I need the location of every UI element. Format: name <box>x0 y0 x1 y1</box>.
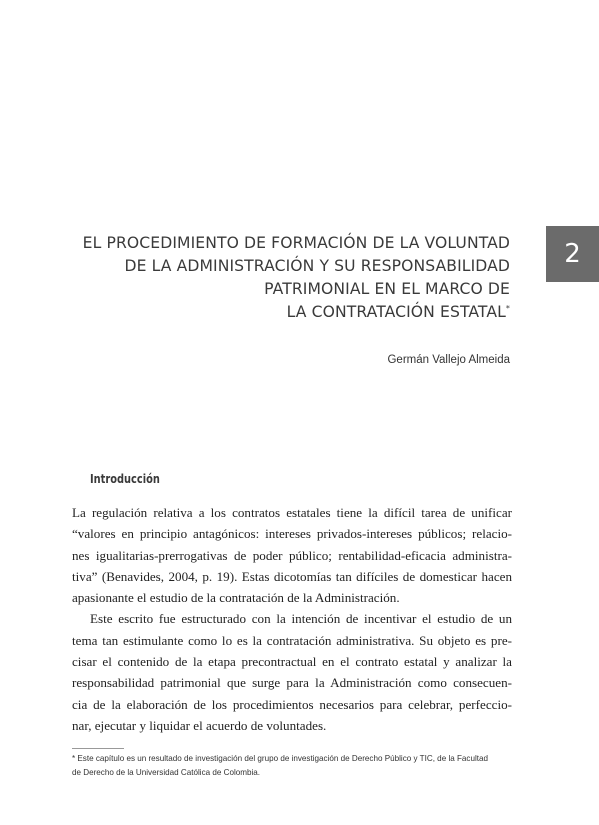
paragraph <box>72 608 512 736</box>
body-text <box>72 502 512 736</box>
chapter-title <box>70 232 510 324</box>
author-name: Germán Vallejo Almeida <box>387 354 510 366</box>
footnote-divider <box>72 748 124 749</box>
text-line: Este escrito fue estructurado con la intención de incentivar el estudio de un <box>90 611 512 627</box>
footnote-marker: * <box>505 303 510 313</box>
text-line: cisar el contenido de la etapa precontractual en el contrato estatal y analizar la <box>72 654 512 670</box>
text-line: apasionante el estudio de la contratación de la Administración. <box>72 590 400 606</box>
chapter-number: 2 <box>564 239 581 269</box>
section-heading: Introducción <box>90 472 160 486</box>
paragraph <box>72 502 512 608</box>
text-line: tiva” (Benavides, 2004, p. 19). Estas dicotomías tan difíciles de domesticar hacen <box>72 568 512 584</box>
chapter-title-line: DE LA ADMINISTRACIÓN Y SU RESPONSABILIDAD <box>124 257 510 275</box>
footnote-line: * Este capítulo es un resultado de investigación del grupo de investigación de Derecho Público y TIC, de la Facultad <box>72 754 489 763</box>
text-line: “valores en principio antagónicos: intereses privados-intereses públicos; relacio- <box>72 526 512 542</box>
chapter-title-line: PATRIMONIAL EN EL MARCO DE <box>264 280 510 298</box>
chapter-title-text: LA CONTRATACIÓN ESTATAL <box>286 303 506 321</box>
text-line: nar, ejecutar y liquidar el acuerdo de voluntades. <box>72 717 327 733</box>
text-line: cia de la elaboración de los procedimientos necesarios para celebrar, perfeccio- <box>72 696 512 712</box>
chapter-number-tab <box>546 226 599 282</box>
footnote-line: de Derecho de la Universidad Católica de Colombia. <box>72 767 261 777</box>
footnote <box>72 752 512 779</box>
text-line: La regulación relativa a los contratos estatales tiene la difícil tarea de unificar <box>72 505 512 520</box>
text-line: tema tan estimulante como lo es la contratación administrativa. Su objeto es pre- <box>72 632 512 648</box>
chapter-title-line: EL PROCEDIMIENTO DE FORMACIÓN DE LA VOLUNTAD <box>82 234 510 252</box>
chapter-title-line <box>70 301 510 324</box>
text-line: responsabilidad patrimonial que surge para la Administración como consecuen- <box>72 675 512 691</box>
text-line: nes igualitarias-prerrogativas de poder público; rentabilidad-eficacia administra- <box>72 547 512 563</box>
